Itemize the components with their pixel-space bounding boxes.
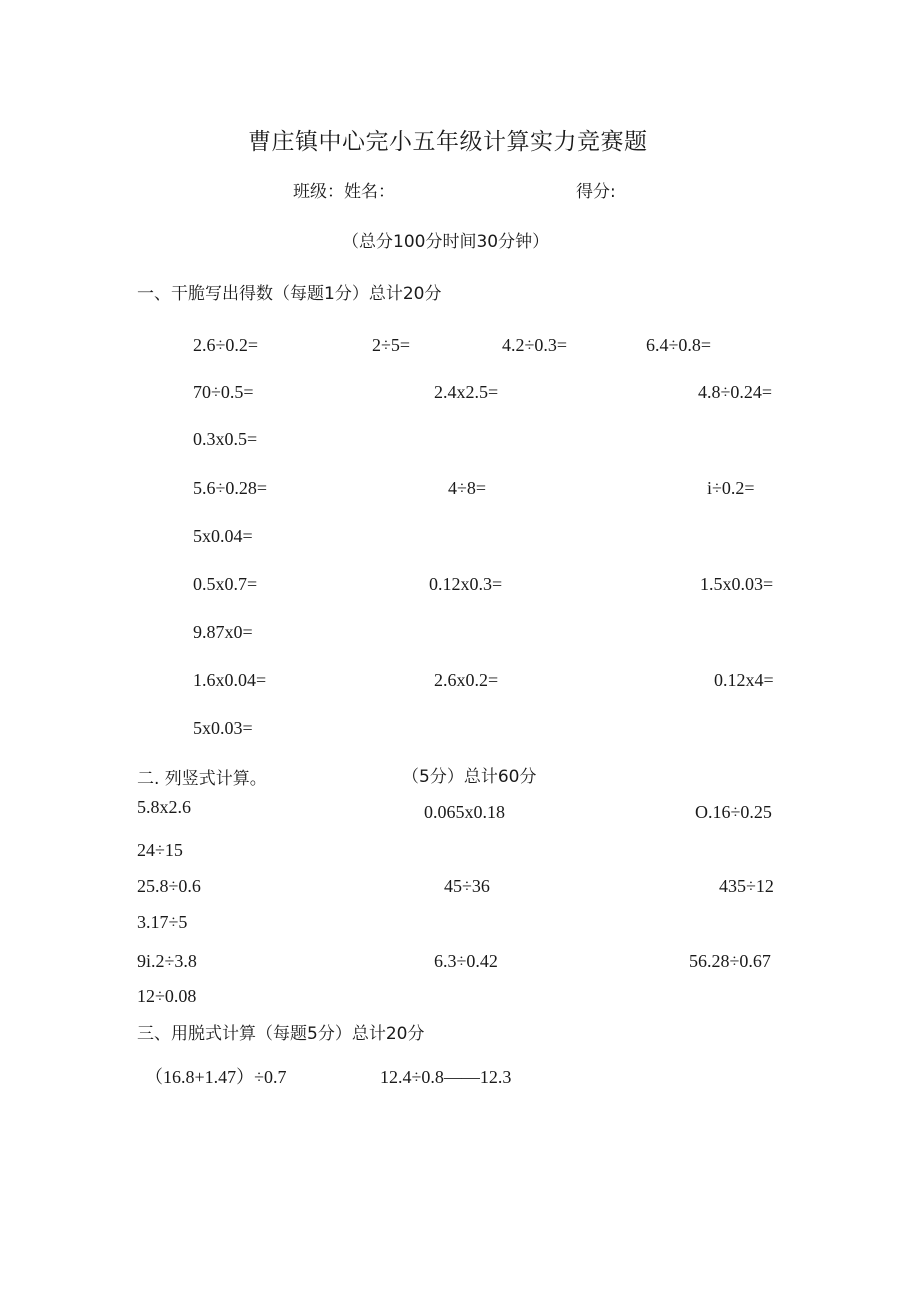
problem-item: 6.4÷0.8= [646,335,712,355]
problem-item: （16.8+1.47）÷0.7 [145,1067,287,1087]
problem-item: 5x0.03= [193,718,253,738]
problem-item: 25.8÷0.6 [137,876,201,896]
problem-item: 2.6÷0.2= [193,335,259,355]
problem-item: 5x0.04= [193,526,253,546]
section-3-heading: 三、用脱式计算（每题5分）总计20分 [137,1024,425,1044]
problem-item: 2.6x0.2= [434,670,499,690]
problem-item: 45÷36 [444,876,490,896]
problem-item: 9i.2÷3.8 [137,951,197,971]
problem-item: 0.3x0.5= [193,429,258,449]
problem-item: 0.5x0.7= [193,574,258,594]
problem-item: 4.8÷0.24= [698,382,773,402]
score-label: 得分: [576,182,616,202]
page-title: 曹庄镇中心完小五年级计算实力竞赛题 [248,129,648,155]
problem-item: 4.2÷0.3= [502,335,568,355]
problem-item: 12÷0.08 [137,986,197,1006]
problem-item: 4÷8= [448,478,487,498]
class-name-label: 班级：姓名： [293,182,395,202]
problem-item: 2÷5= [372,335,411,355]
problem-item: 1.5x0.03= [700,574,774,594]
problem-item: 0.12x4= [714,670,774,690]
problem-item: 5.6÷0.28= [193,478,268,498]
section-2-heading: 二. 列竖式计算。 [137,769,267,789]
problem-item: 0.12x0.3= [429,574,503,594]
problem-item: 1.6x0.04= [193,670,267,690]
problem-item: 5.8x2.6 [137,797,191,817]
problem-item: 12.4÷0.8——12.3 [380,1067,512,1087]
problem-item: 3.17÷5 [137,912,188,932]
problem-item: i÷0.2= [707,478,755,498]
problem-item: 6.3÷0.42 [434,951,498,971]
problem-item: 9.87x0= [193,622,253,642]
problem-item: 24÷15 [137,840,183,860]
section-2-heading-note: （5分）总计60分 [402,767,537,787]
problem-item: 0.065x0.18 [424,802,505,822]
problem-item: O.16÷0.25 [695,802,772,822]
problem-item: 2.4x2.5= [434,382,499,402]
section-1-heading: 一、干脆写出得数（每题1分）总计20分 [137,284,442,304]
problem-item: 435÷12 [719,876,774,896]
exam-note: （总分100分时间30分钟） [342,232,550,252]
problem-item: 56.28÷0.67 [689,951,771,971]
problem-item: 70÷0.5= [193,382,254,402]
